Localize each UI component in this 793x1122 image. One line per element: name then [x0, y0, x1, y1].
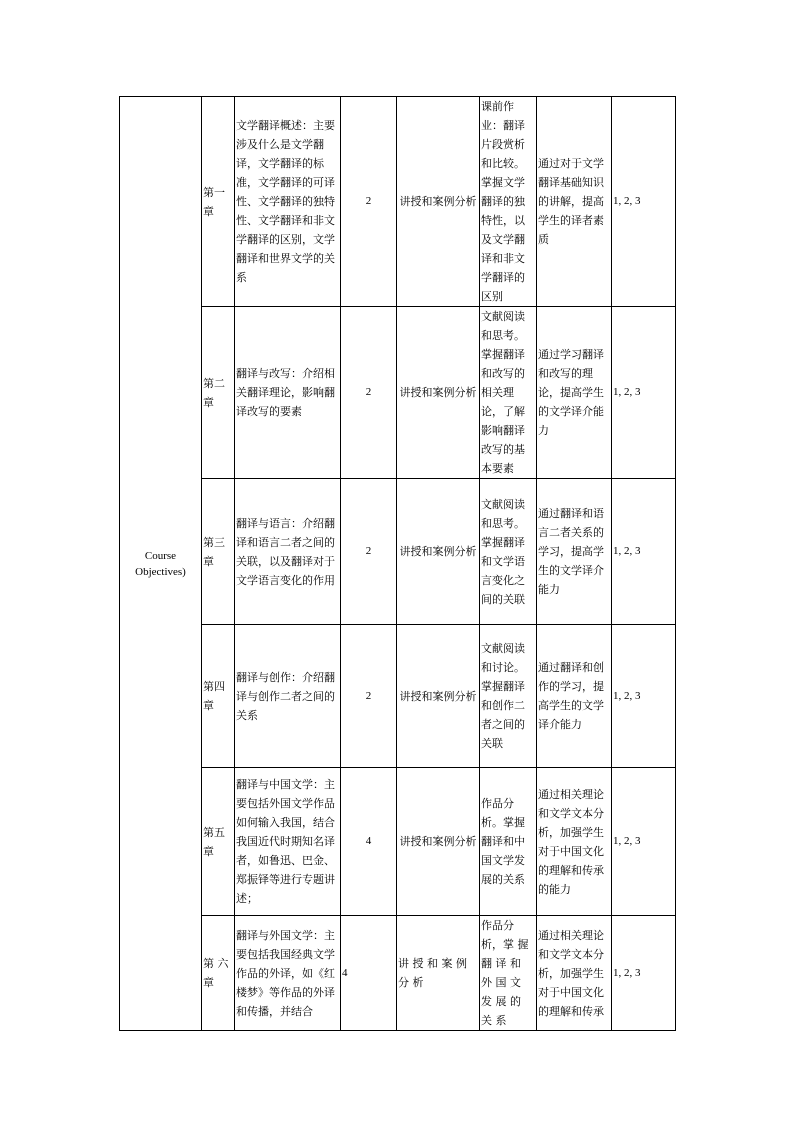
content-cell: 翻译与语言：介绍翻译和语言二者之间的关联，以及翻译对于文学语言变化的作用	[235, 479, 341, 625]
chapter-cell: 第二章	[202, 307, 235, 479]
goal-cell: 通过相关理论和文学文本分析，加强学生对于中国文化的理解和传承的能力	[537, 768, 612, 916]
assignment-cell: 作品分析。掌握翻译和中国文学发展的关系	[480, 768, 537, 916]
method-cell: 讲授和案例分析	[397, 307, 480, 479]
hours-cell: 2	[341, 479, 397, 625]
hours-cell: 2	[341, 97, 397, 307]
chapter-cell: 第 六章	[202, 916, 235, 1031]
target-cell: 1, 2, 3	[612, 625, 676, 768]
assignment-cell: 文献阅读和思考。掌握翻译和文学语言变化之间的关联	[480, 479, 537, 625]
goal-cell: 通过学习翻译和改写的理论，提高学生的文学译介能力	[537, 307, 612, 479]
course-objectives-cell: Course Objectives)	[120, 97, 202, 1031]
table-row	[120, 97, 676, 307]
assignment-cell: 作品分析，掌 握 翻 译 和 外 国 文 发 展 的 关 系	[480, 916, 537, 1031]
target-cell: 1, 2, 3	[612, 307, 676, 479]
content-cell: 文学翻译概述：主要涉及什么是文学翻译，文学翻译的标准，文学翻译的可译性、文学翻译的独特性、文学翻译和非文学翻译的区别，文学翻译和世界文学的关系	[235, 97, 341, 307]
goal-cell: 通过翻译和语言二者关系的学习，提高学生的文学译介能力	[537, 479, 612, 625]
goal-cell: 通过相关理论和文学文本分析，加强学生对于中国文化的理解和传承	[537, 916, 612, 1031]
method-cell: 讲 授 和 案 例 分 析	[397, 916, 480, 1031]
method-cell: 讲授和案例分析	[397, 768, 480, 916]
content-cell: 翻译与创作：介绍翻译与创作二者之间的关系	[235, 625, 341, 768]
hours-cell: 4	[341, 916, 397, 1031]
method-cell: 讲授和案例分析	[397, 97, 480, 307]
table-row	[120, 768, 676, 916]
target-cell: 1, 2, 3	[612, 768, 676, 916]
assignment-cell: 文献阅读和讨论。掌握翻译和创作二者之间的关联	[480, 625, 537, 768]
method-cell: 讲授和案例分析	[397, 479, 480, 625]
syllabus-table	[119, 96, 676, 1031]
assignment-cell: 课前作业：翻译片段赏析和比较。掌握文学翻译的独特性，以及文学翻译和非文学翻译的区别	[480, 97, 537, 307]
hours-cell: 2	[341, 307, 397, 479]
table-row	[120, 916, 676, 1031]
target-cell: 1, 2, 3	[612, 916, 676, 1031]
hours-cell: 4	[341, 768, 397, 916]
chapter-cell: 第五章	[202, 768, 235, 916]
chapter-cell: 第四章	[202, 625, 235, 768]
method-cell: 讲授和案例分析	[397, 625, 480, 768]
content-cell: 翻译与改写：介绍相关翻译理论，影响翻译改写的要素	[235, 307, 341, 479]
chapter-cell: 第一章	[202, 97, 235, 307]
content-cell: 翻译与中国文学：主要包括外国文学作品如何输入我国，结合我国近代时期知名译者，如鲁迅、巴金、郑振铎等进行专题讲述；	[235, 768, 341, 916]
assignment-cell: 文献阅读和思考。掌握翻译和改写的相关理论，了解影响翻译改写的基本要素	[480, 307, 537, 479]
content-cell: 翻译与外国文学：主要包括我国经典文学作品的外译，如《红楼梦》等作品的外译和传播，并结合	[235, 916, 341, 1031]
chapter-cell: 第三章	[202, 479, 235, 625]
table-row	[120, 479, 676, 625]
hours-cell: 2	[341, 625, 397, 768]
table-row	[120, 307, 676, 479]
table-row	[120, 625, 676, 768]
goal-cell: 通过翻译和创作的学习，提高学生的文学译介能力	[537, 625, 612, 768]
target-cell: 1, 2, 3	[612, 479, 676, 625]
goal-cell: 通过对于文学翻译基础知识的讲解，提高学生的译者素质	[537, 97, 612, 307]
target-cell: 1, 2, 3	[612, 97, 676, 307]
